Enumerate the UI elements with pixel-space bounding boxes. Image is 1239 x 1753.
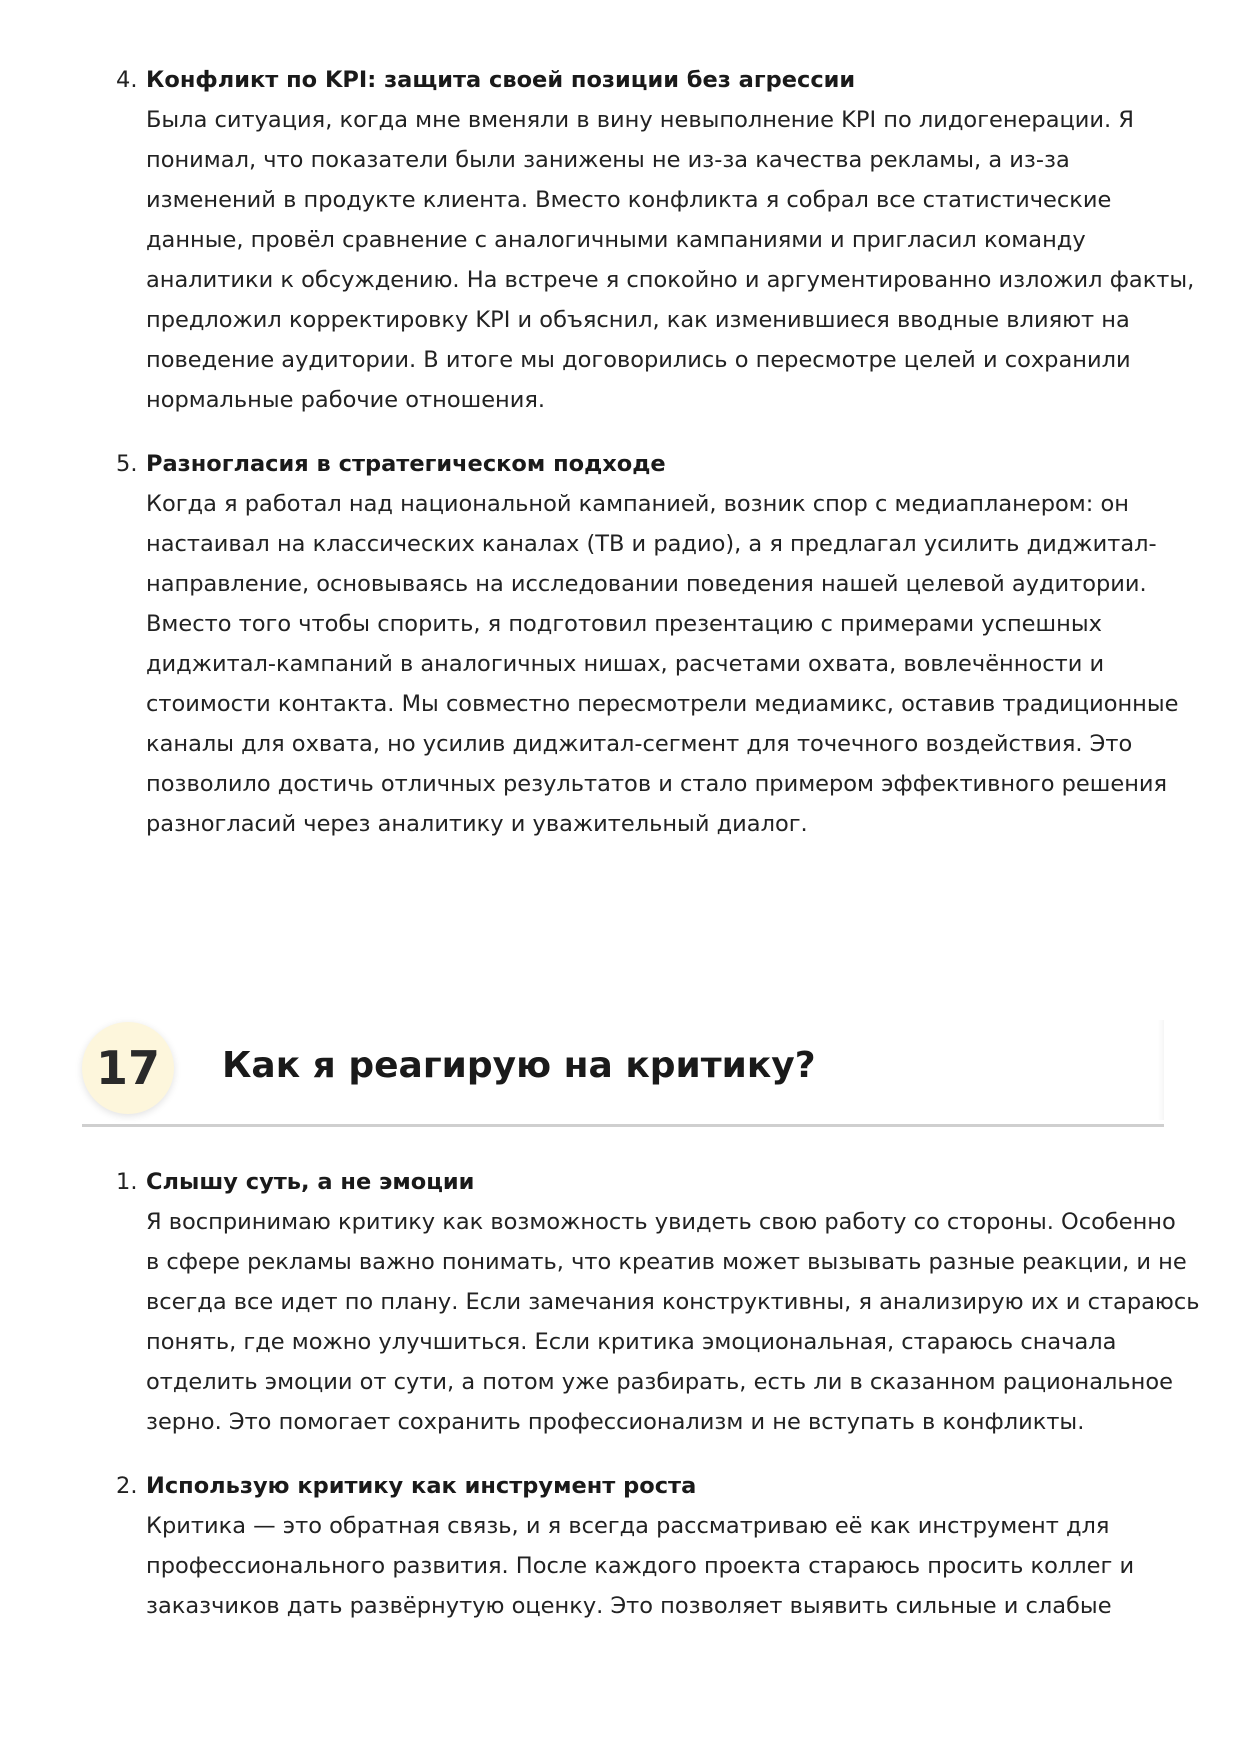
previous-section-list — [0, 60, 1239, 844]
paragraph-line: позволило достичь отличных результатов и стало примером эффективного решения — [146, 771, 1168, 797]
paragraph-line: заказчиков дать развёрнутую оценку. Это позволяет выявить сильные и слабые — [146, 1593, 1112, 1619]
item-title: Конфликт по KPI: защита своей позиции без агрессии — [146, 67, 856, 93]
list-item — [0, 60, 1239, 420]
section-number-badge: 17 — [82, 1022, 174, 1114]
paragraph-line: профессионального развития. После каждого проекта стараюсь просить коллег и — [146, 1553, 1135, 1579]
header-shadow — [1158, 1020, 1164, 1120]
paragraph-line: понять, где можно улучшиться. Если критика эмоциональная, стараюсь сначала — [146, 1329, 1117, 1355]
paragraph-line: предложил корректировку KPI и объяснил, как изменившиеся вводные влияют на — [146, 307, 1130, 333]
paragraph-line: всегда все идет по плану. Если замечания конструктивны, я анализирую их и стараюсь — [146, 1289, 1200, 1315]
paragraph-line: диджитал-кампаний в аналогичных нишах, расчетами охвата, вовлечённости и — [146, 651, 1105, 677]
paragraph-line: аналитики к обсуждению. На встрече я спокойно и аргументированно изложил факты, — [146, 267, 1195, 293]
item-number: 2. — [116, 1473, 138, 1499]
paragraph-line: изменений в продукте клиента. Вместо конфликта я собрал все статистические — [146, 187, 1112, 213]
paragraph-line: настаивал на классических каналах (ТВ и радио), а я предлагал усилить диджитал- — [146, 531, 1157, 557]
section-list — [0, 1162, 1239, 1626]
paragraph-line: каналы для охвата, но усилив диджитал-сегмент для точечного воздействия. Это — [146, 731, 1133, 757]
item-number: 5. — [116, 451, 138, 477]
item-title: Слышу суть, а не эмоции — [146, 1169, 475, 1195]
paragraph-line: направление, основываясь на исследовании поведения нашей целевой аудитории. — [146, 571, 1147, 597]
section-title: Как я реагирую на критику? — [222, 1045, 816, 1086]
paragraph-line: Я воспринимаю критику как возможность увидеть свою работу со стороны. Особенно — [146, 1209, 1176, 1235]
item-title: Разногласия в стратегическом подходе — [146, 451, 666, 477]
paragraph-line: стоимости контакта. Мы совместно пересмотрели медиамикс, оставив традиционные — [146, 691, 1179, 717]
paragraph-line: в сфере рекламы важно понимать, что креатив может вызывать разные реакции, и не — [146, 1249, 1187, 1275]
list-item — [0, 444, 1239, 844]
item-number: 4. — [116, 67, 138, 93]
paragraph-line: понимал, что показатели были занижены не из-за качества рекламы, а из-за — [146, 147, 1070, 173]
paragraph-line: нормальные рабочие отношения. — [146, 387, 546, 413]
list-item — [0, 1162, 1239, 1442]
paragraph-line: Была ситуация, когда мне вменяли в вину невыполнение KPI по лидогенерации. Я — [146, 107, 1134, 133]
item-number: 1. — [116, 1169, 138, 1195]
paragraph-line: поведение аудитории. В итоге мы договорились о пересмотре целей и сохранили — [146, 347, 1131, 373]
paragraph-line: разногласий через аналитику и уважительный диалог. — [146, 811, 808, 837]
paragraph-line: отделить эмоции от сути, а потом уже разбирать, есть ли в сказанном рациональное — [146, 1369, 1173, 1395]
list-item — [0, 1466, 1239, 1626]
section-header — [82, 1020, 1164, 1127]
paragraph-line: данные, провёл сравнение с аналогичными кампаниями и пригласил команду — [146, 227, 1086, 253]
paragraph-line: Критика — это обратная связь, и я всегда рассматриваю её как инструмент для — [146, 1513, 1110, 1539]
paragraph-line: Когда я работал над национальной кампанией, возник спор с медиапланером: он — [146, 491, 1129, 517]
item-title: Использую критику как инструмент роста — [146, 1473, 697, 1499]
paragraph-line: Вместо того чтобы спорить, я подготовил презентацию с примерами успешных — [146, 611, 1102, 637]
paragraph-line: зерно. Это помогает сохранить профессионализм и не вступать в конфликты. — [146, 1409, 1085, 1435]
